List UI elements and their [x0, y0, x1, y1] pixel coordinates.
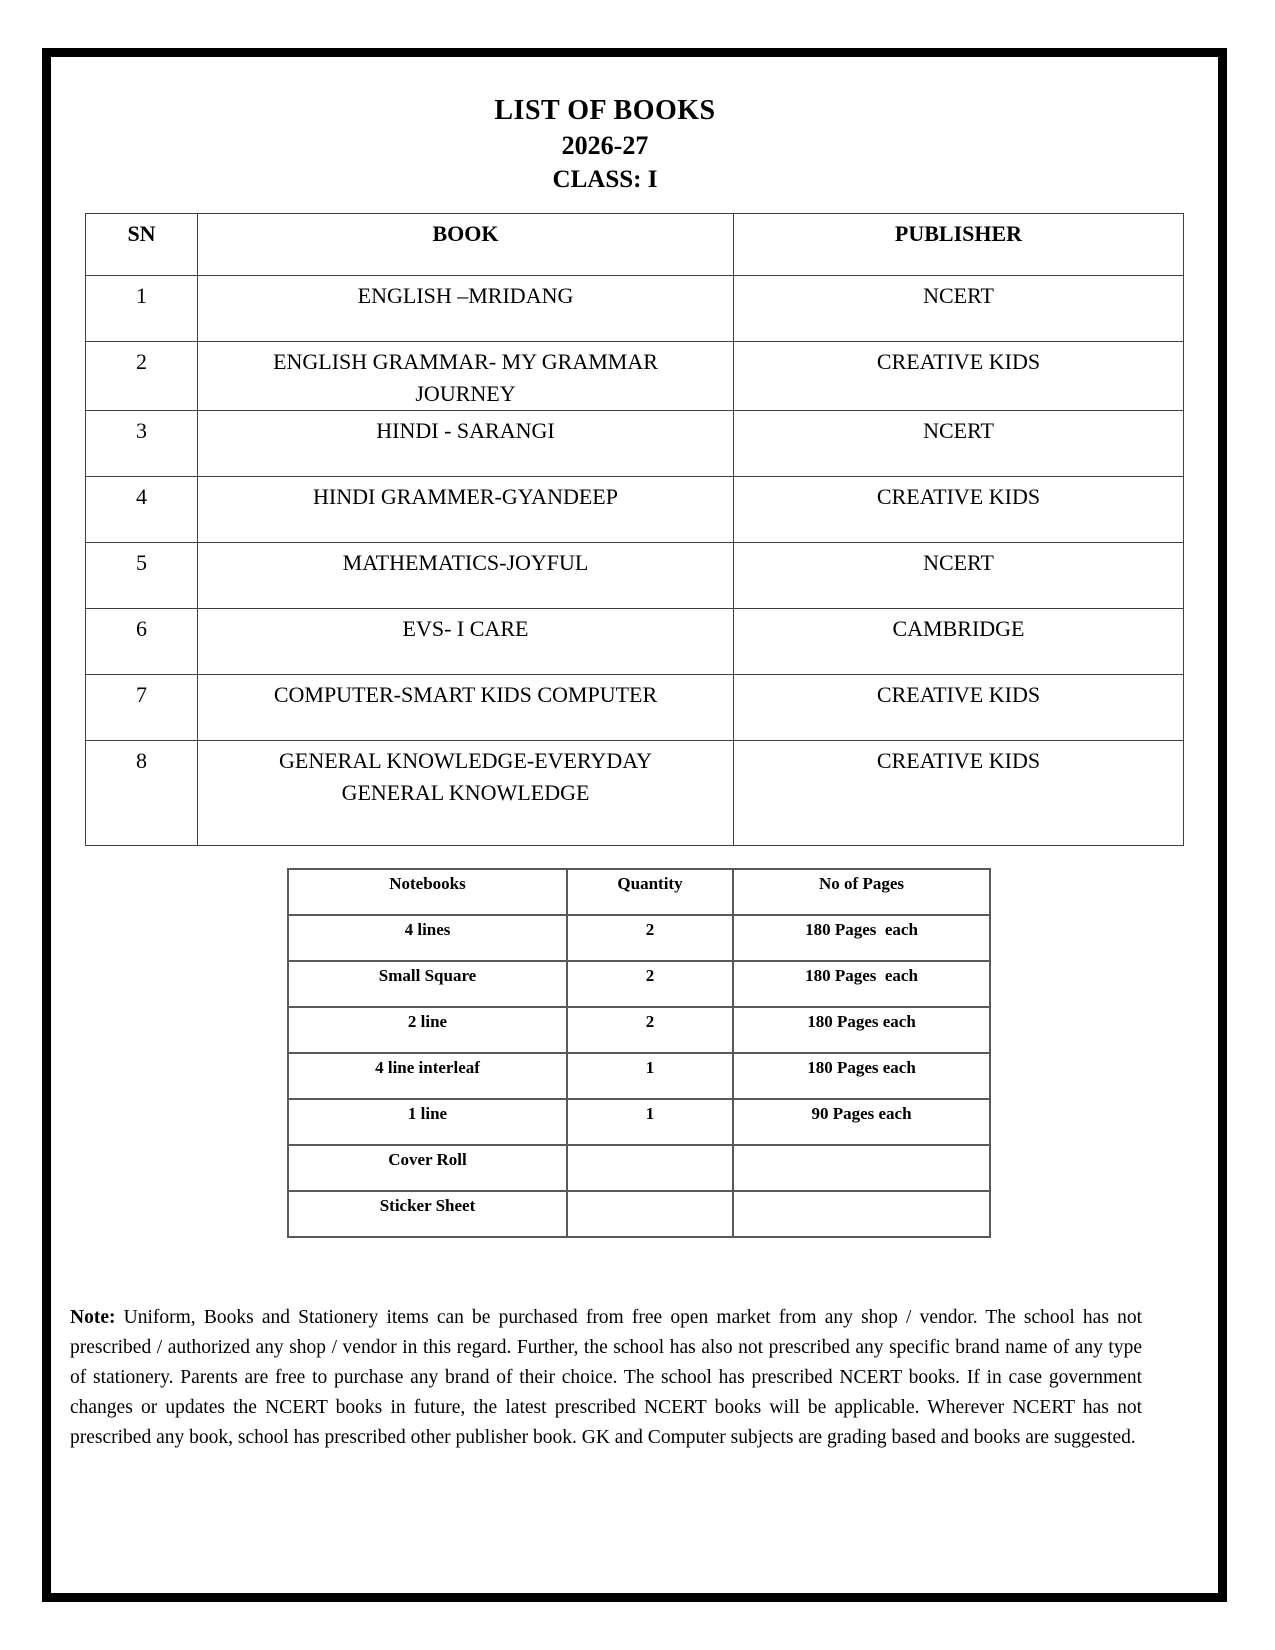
book-title: ENGLISH GRAMMAR- MY GRAMMAR JOURNEY [273, 349, 658, 406]
sn-cell: 2 [86, 342, 198, 411]
page-title: LIST OF BOOKS [494, 95, 716, 126]
header-publisher: PUBLISHER [734, 214, 1184, 276]
pages-cell: 180 Pages each [733, 1007, 990, 1053]
book-cell [198, 410, 734, 476]
title-block [70, 93, 1140, 195]
pages-cell [733, 1191, 990, 1237]
sn-cell: 8 [86, 740, 198, 845]
publisher-cell: NCERT [734, 410, 1184, 476]
note-label: Note: [70, 1306, 116, 1328]
books-table-row [86, 740, 1184, 845]
session-year: 2026-27 [561, 131, 649, 160]
notebook-name-cell: Cover Roll [288, 1145, 567, 1191]
books-table-row [86, 674, 1184, 740]
book-cell [198, 542, 734, 608]
quantity-cell: 2 [567, 915, 733, 961]
books-table [85, 213, 1184, 846]
notebooks-row [288, 961, 990, 1007]
book-title: COMPUTER-SMART KIDS COMPUTER [273, 681, 658, 707]
sn-cell: 6 [86, 608, 198, 674]
notebooks-row [288, 1007, 990, 1053]
book-title: GENERAL KNOWLEDGE-EVERYDAY GENERAL KNOWLEDGE [279, 747, 652, 805]
book-title: MATHEMATICS-JOYFUL [342, 549, 589, 575]
book-cell [198, 608, 734, 674]
note-text: Uniform, Books and Stationery items can be purchased from free open market from any shop / vendor. The school has not prescribed / authorized any shop / vendor in this regard. Further, the school has also not prescribed any specific brand name of any type of stationery. Parents are free to purchase any brand of their choice. The school has prescribed NCERT books. If in case government changes or updates the NCERT books in future, the latest prescribed NCERT books will be applicable. Wherever NCERT has not prescribed any book, school has prescribed other publisher book. GK and Computer subjects are grading based and books are suggested. [70, 1306, 1142, 1448]
class-label: CLASS: I [552, 165, 658, 193]
quantity-cell: 2 [567, 961, 733, 1007]
notebooks-header-row [288, 869, 990, 915]
book-title: HINDI - SARANGI [376, 417, 555, 443]
book-cell [198, 476, 734, 542]
book-title: HINDI GRAMMER-GYANDEEP [313, 483, 618, 509]
quantity-cell: 2 [567, 1007, 733, 1053]
notebooks-row [288, 1145, 990, 1191]
notebooks-row [288, 915, 990, 961]
book-cell [198, 674, 734, 740]
header-quantity: Quantity [567, 869, 733, 915]
book-title: EVS- I CARE [402, 615, 529, 641]
publisher-cell: CREATIVE KIDS [734, 674, 1184, 740]
books-table-row [86, 410, 1184, 476]
sn-cell: 5 [86, 542, 198, 608]
notebook-name-cell: 2 line [288, 1007, 567, 1053]
book-cell [198, 740, 734, 845]
books-table-row [86, 542, 1184, 608]
books-table-row [86, 342, 1184, 411]
publisher-cell: NCERT [734, 542, 1184, 608]
books-table-row [86, 608, 1184, 674]
book-cell [198, 276, 734, 342]
notebook-name-cell: 4 line interleaf [288, 1053, 567, 1099]
notebook-name-cell: Small Square [288, 961, 567, 1007]
pages-cell: 180 Pages each [733, 915, 990, 961]
notebook-name-cell: 1 line [288, 1099, 567, 1145]
header-book: BOOK [198, 214, 734, 276]
books-table-header-row [86, 214, 1184, 276]
notebooks-row [288, 1053, 990, 1099]
books-table-row [86, 276, 1184, 342]
pages-cell: 90 Pages each [733, 1099, 990, 1145]
quantity-cell: 1 [567, 1053, 733, 1099]
publisher-cell: NCERT [734, 276, 1184, 342]
book-title: ENGLISH –MRIDANG [357, 283, 574, 308]
header-notebooks: Notebooks [288, 869, 567, 915]
sn-cell: 3 [86, 410, 198, 476]
note-paragraph [70, 1303, 1142, 1453]
notebook-name-cell: Sticker Sheet [288, 1191, 567, 1237]
header-sn: SN [86, 214, 198, 276]
pages-cell [733, 1145, 990, 1191]
notebooks-row [288, 1191, 990, 1237]
quantity-cell [567, 1191, 733, 1237]
notebook-name-cell: 4 lines [288, 915, 567, 961]
sn-cell: 7 [86, 674, 198, 740]
publisher-cell: CAMBRIDGE [734, 608, 1184, 674]
book-cell [198, 342, 734, 411]
publisher-cell: CREATIVE KIDS [734, 476, 1184, 542]
sn-cell: 4 [86, 476, 198, 542]
notebooks-row [288, 1099, 990, 1145]
books-table-row [86, 476, 1184, 542]
page-border-frame [42, 48, 1227, 1602]
header-no-of-pages: No of Pages [733, 869, 990, 915]
notebooks-table [287, 868, 991, 1238]
quantity-cell [567, 1145, 733, 1191]
pages-cell: 180 Pages each [733, 961, 990, 1007]
pages-cell: 180 Pages each [733, 1053, 990, 1099]
quantity-cell: 1 [567, 1099, 733, 1145]
publisher-cell: CREATIVE KIDS [734, 740, 1184, 845]
sn-cell: 1 [86, 276, 198, 342]
publisher-cell: CREATIVE KIDS [734, 342, 1184, 411]
